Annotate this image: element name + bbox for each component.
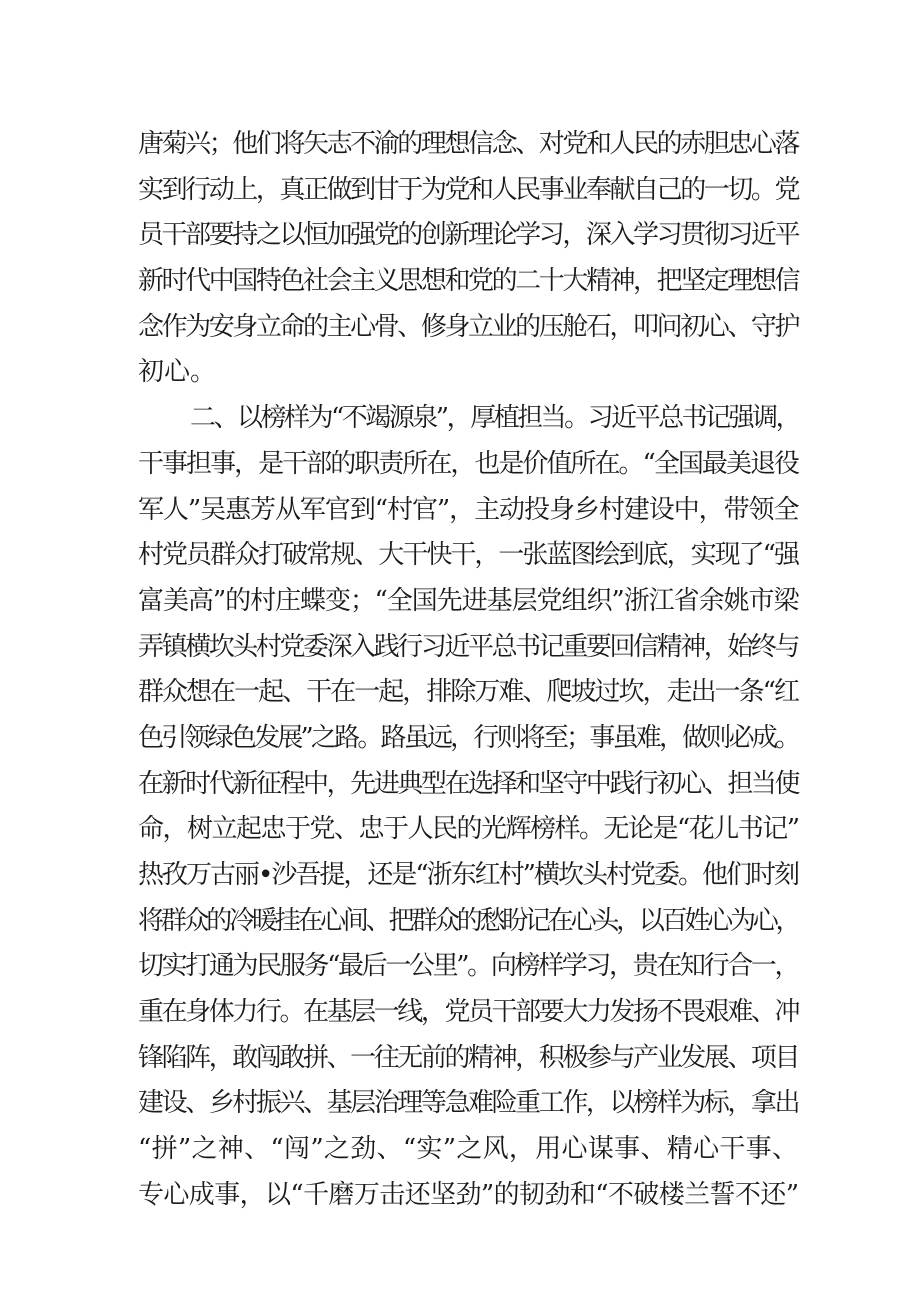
text-line: 干事担事，是干部的职责所在，也是价值所在。“全国最美退役 [138, 448, 798, 479]
text-line: 命，树立起忠于党、忠于人民的光辉榜样。无论是“花儿书记” [138, 814, 799, 845]
text-line: 村党员群众打破常规、大干快干，一张蓝图绘到底，实现了“强 [138, 540, 798, 571]
text-line: 念作为安身立命的主心骨、修身立业的压舱石，叩问初心、守护 [138, 311, 798, 342]
text-line: 重在身体力行。在基层一线，党员干部要大力发扬不畏艰难、冲 [138, 997, 798, 1028]
text-line: 富美高”的村庄蝶变；“全国先进基层党组织”浙江省余姚市梁 [138, 585, 798, 616]
text-line: 将群众的冷暖挂在心间、把群众的愁盼记在心头，以百姓心为心， [138, 905, 798, 936]
text-line: 军人”吴惠芳从军官到“村官”，主动投身乡村建设中，带领全 [138, 494, 798, 525]
section-heading-line: 二、以榜样为“不竭源泉”，厚植担当。习近平总书记强调， [190, 403, 800, 434]
text-line: 员干部要持之以恒加强党的创新理论学习，深入学习贯彻习近平 [138, 220, 798, 251]
text-line: 唐菊兴；他们将矢志不渝的理想信念、对党和人民的赤胆忠心落 [138, 129, 798, 159]
text-line: 新时代中国特色社会主义思想和党的二十大精神，把坚定理想信 [138, 266, 798, 297]
body-text [138, 122, 798, 1219]
text-line: 锋陷阵，敢闯敢拼、一往无前的精神，积极参与产业发展、项目 [138, 1042, 798, 1073]
text-line: 建设、乡村振兴、基层治理等急难险重工作，以榜样为标，拿出 [138, 1088, 798, 1119]
text-line: 初心。 [138, 357, 217, 388]
text-line: 专心成事，以“千磨万击还坚劲”的韧劲和“不破楼兰誓不还” [138, 1179, 798, 1210]
text-line: “拼”之神、“闯”之劲、“实”之风，用心谋事、精心干事、 [138, 1134, 798, 1165]
text-line: 实到行动上，真正做到甘于为党和人民事业奉献自己的一切。党 [138, 174, 798, 205]
text-line: 切实打通为民服务“最后一公里”。向榜样学习，贵在知行合一， [138, 951, 798, 982]
text-line: 在新时代新征程中，先进典型在选择和坚守中践行初心、担当使 [138, 768, 798, 799]
text-line: 群众想在一起、干在一起，排除万难、爬坡过坎，走出一条“红 [138, 677, 798, 708]
text-line: 热孜万古丽•沙吾提，还是“浙东红村”横坎头村党委。他们时刻 [138, 860, 798, 890]
text-line: 色引领绿色发展”之路。路虽远，行则将至；事虽难，做则必成。 [138, 722, 798, 753]
text-line: 弄镇横坎头村党委深入践行习近平总书记重要回信精神，始终与 [138, 631, 798, 662]
